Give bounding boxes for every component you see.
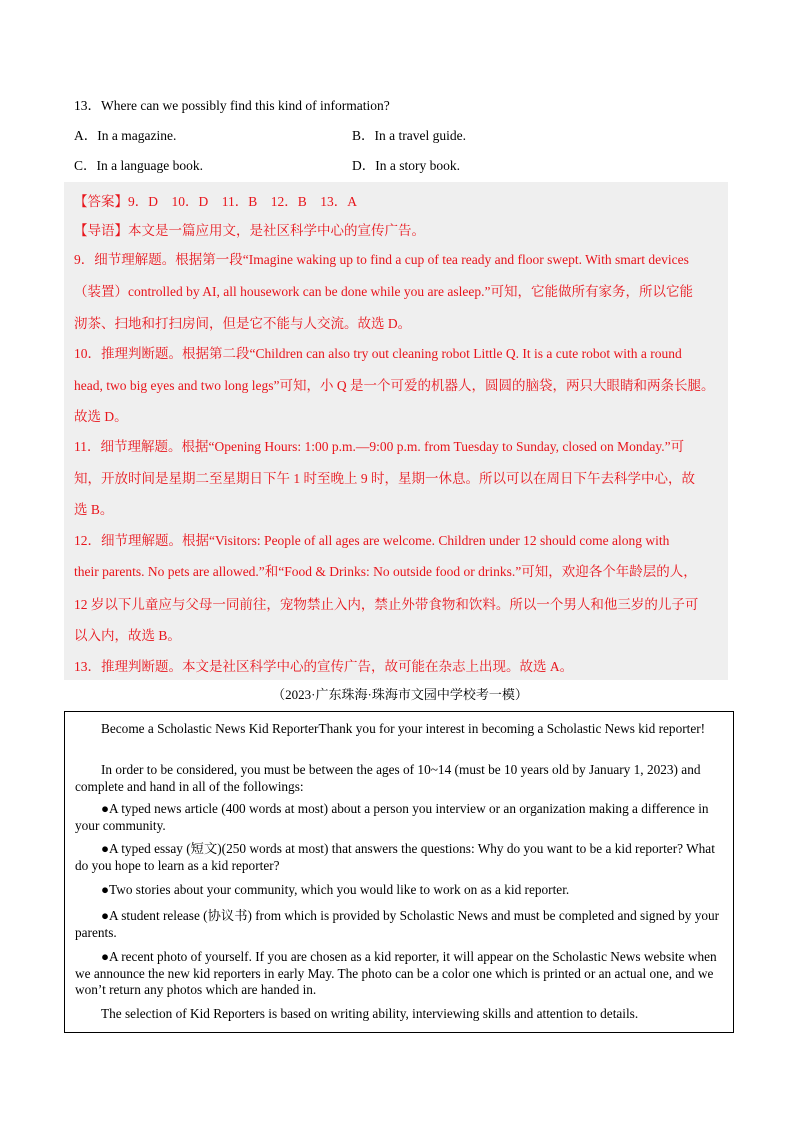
passage-paragraph: The selection of Kid Reporters is based on writing ability, interviewing skills and attention to details. <box>101 1006 639 1021</box>
passage-paragraph: ●A typed news article (400 words at most) about a person you interview or an organization making a difference in your community. <box>75 801 709 833</box>
option-d: D．In a story book. <box>352 158 460 173</box>
explanation-line: 故选 D。 <box>74 409 128 424</box>
explanation-line: 9．细节理解题。根据第一段“Imagine waking up to find a cup of tea ready and floor swept. With smart devices <box>74 252 689 267</box>
explanation-line: 沏茶、扫地和打扫房间，但是它不能与人交流。故选 D。 <box>74 316 412 331</box>
option-a: A．In a magazine. <box>74 128 177 143</box>
explanation-line: 选 B。 <box>74 502 114 517</box>
explanation-line: 12．细节理解题。根据“Visitors: People of all ages are welcome. Children under 12 should come along with <box>74 533 670 548</box>
passage-source: （2023·广东珠海·珠海市文园中学校考一模） <box>272 687 528 702</box>
explanation-line: （装置）controlled by AI, all housework can be done while you are asleep.”可知，它能做所有家务，所以它能 <box>74 284 694 299</box>
passage-paragraph: In order to be considered, you must be between the ages of 10~14 (must be 10 years old by January 1, 2023) and complete and hand in all of the followings: <box>75 762 701 794</box>
reading-passage-box <box>64 711 734 1033</box>
explanation-line: 10．推理判断题。根据第二段“Children can also try out cleaning robot Little Q. It is a cute robot with a round <box>74 346 682 361</box>
question-stem: 13．Where can we possibly find this kind of information? <box>74 98 390 113</box>
answer-key: 【答案】9．D 10．D 11．B 12．B 13．A <box>74 194 358 209</box>
passage-paragraph: ●A typed essay (短文)(250 words at most) that answers the questions: Why do you want to be a kid reporter? What do you hope to learn as a kid reporter? <box>75 841 715 873</box>
question-13 <box>74 95 734 185</box>
explanation-line: head, two big eyes and two long legs”可知，小 Q 是一个可爱的机器人，圆圆的脑袋，两只大眼睛和两条长腿。 <box>74 378 715 393</box>
passage-paragraph: ●A recent photo of yourself. If you are chosen as a kid reporter, it will appear on the Scholastic News website when we announce the new kid reporters in early May. The photo can be a color one which is printed or an actual one, and we won’t return any photos which are handed in. <box>75 949 717 997</box>
passage-paragraph: ●A student release (协议书) from which is provided by Scholastic News and must be completed and signed by your parents. <box>75 908 720 940</box>
explanation-line: 12 岁以下儿童应与父母一同前往，宠物禁止入内，禁止外带食物和饮料。所以一个男人和他三岁的儿子可 <box>74 597 699 612</box>
answer-explanation-block <box>64 182 728 680</box>
option-b: B．In a travel guide. <box>352 128 466 143</box>
explanation-line: their parents. No pets are allowed.”和“Food & Drinks: No outside food or drinks.”可知，欢迎各个年龄层的人， <box>74 564 697 579</box>
passage-paragraph: Become a Scholastic News Kid ReporterThank you for your interest in becoming a Scholastic News kid reporter! <box>101 721 706 736</box>
explanation-line: 知，开放时间是星期二至星期日下午 1 时至晚上 9 时，星期一休息。所以可以在周日下午去科学中心，故 <box>74 471 695 486</box>
explanation-line: 13．推理判断题。本文是社区科学中心的宣传广告，故可能在杂志上出现。故选 A。 <box>74 659 574 674</box>
lead-summary: 【导语】本文是一篇应用文，是社区科学中心的宣传广告。 <box>74 223 425 238</box>
explanation-line: 11．细节理解题。根据“Opening Hours: 1:00 p.m.—9:00 p.m. from Tuesday to Sunday, closed on Monday.”可 <box>74 439 685 454</box>
explanation-line: 以入内，故选 B。 <box>74 628 181 643</box>
passage-paragraph: ●Two stories about your community, which you would like to work on as a kid reporter. <box>101 882 570 897</box>
option-c: C．In a language book. <box>74 158 203 173</box>
